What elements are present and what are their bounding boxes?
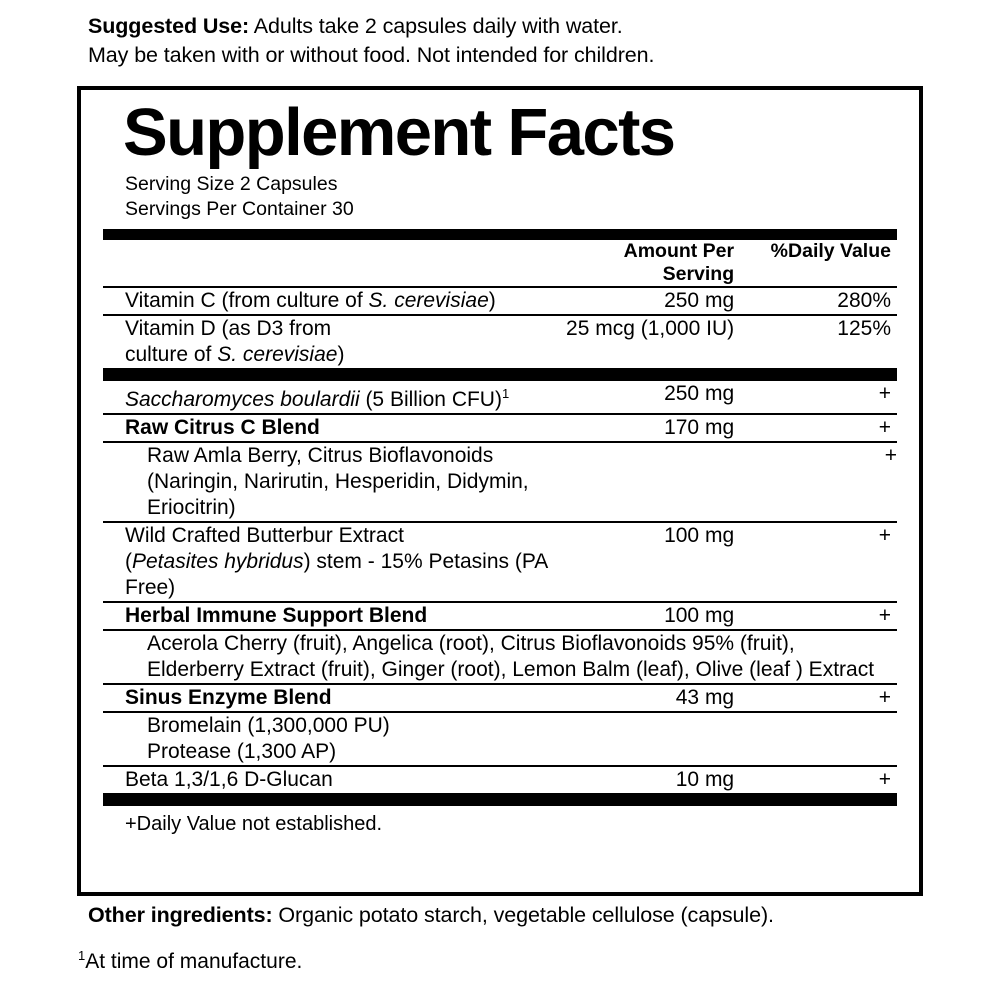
- table-row: [103, 713, 897, 765]
- nutrient-dv: +: [878, 382, 891, 405]
- panel-footnote: +Daily Value not established.: [125, 813, 383, 835]
- manufacture-note-text: At time of manufacture.: [85, 950, 303, 973]
- nutrient-amount: 25 mcg (1,000 IU): [566, 317, 735, 340]
- nutrient-amount: 250 mg: [664, 382, 735, 405]
- facts-table-2: [103, 381, 897, 793]
- table-row: [103, 523, 897, 601]
- nutrient-name-line2-post: ) stem - 15% Petasins (PA Free): [125, 550, 548, 599]
- header-daily-value: %Daily Value: [770, 240, 891, 262]
- supplement-facts-panel: [77, 86, 923, 896]
- nutrient-amount: [548, 443, 747, 521]
- table-row: [103, 443, 897, 521]
- sub-ingredient-line1: Bromelain (1,300,000 PU): [147, 714, 390, 737]
- suggested-use-line1: Adults take 2 capsules daily with water.: [249, 14, 623, 38]
- nutrient-dv: +: [878, 524, 891, 547]
- sub-ingredient-list: [103, 713, 897, 765]
- sub-ingredient-list: [103, 631, 897, 683]
- header-spacer: [103, 240, 548, 286]
- nutrient-dv: +: [878, 686, 891, 709]
- nutrient-dv: +: [884, 444, 897, 467]
- header-amount-per-serving: Amount Per Serving: [623, 240, 735, 285]
- sub-ingredient-list: [103, 443, 548, 521]
- suggested-use-block: [88, 12, 918, 70]
- nutrient-name-italic: Saccharomyces boulardii: [125, 388, 360, 411]
- table-row: [103, 685, 897, 711]
- manufacture-note: [78, 948, 302, 974]
- nutrient-name-line1: Wild Crafted Butterbur Extract: [125, 524, 404, 547]
- sub-ingredient-line2: Elderberry Extract (fruit), Ginger (root), Lemon Balm (leaf), Olive (leaf ) Extract: [147, 658, 875, 681]
- nutrient-name-post: ): [488, 289, 496, 312]
- nutrient-name: Sinus Enzyme Blend: [125, 686, 332, 709]
- nutrient-name-line2-pre: culture of: [125, 343, 218, 366]
- sub-ingredient-line2: Protease (1,300 AP): [147, 740, 337, 763]
- footnote-marker: 1: [501, 386, 510, 401]
- serving-size: Serving Size 2 Capsules: [125, 173, 338, 195]
- nutrient-amount: 170 mg: [664, 416, 735, 439]
- nutrient-amount: 250 mg: [664, 289, 735, 312]
- nutrient-amount: 100 mg: [664, 524, 735, 547]
- sub-ingredient-line1: Raw Amla Berry, Citrus Bioflavonoids: [147, 444, 494, 467]
- nutrient-name-line2-pre: (: [125, 550, 132, 573]
- suggested-use-lead: Suggested Use:: [88, 14, 250, 38]
- nutrient-dv: +: [878, 768, 891, 791]
- table-row: [103, 603, 897, 629]
- panel-title: Supplement Facts: [123, 95, 675, 170]
- table-row: [103, 316, 897, 368]
- table-row: [103, 288, 897, 314]
- footnote-marker: 1: [78, 948, 86, 963]
- nutrient-name: [103, 523, 548, 601]
- table-row: [103, 415, 897, 441]
- nutrient-name-line2-post: ): [337, 343, 345, 366]
- serving-info: [103, 172, 897, 221]
- nutrient-dv: +: [878, 416, 891, 439]
- table-header-row: [103, 240, 897, 286]
- nutrient-name: Herbal Immune Support Blend: [125, 604, 428, 627]
- nutrient-name-post: (5 Billion CFU): [359, 388, 502, 411]
- facts-table: [103, 240, 897, 368]
- nutrient-name-line1: Vitamin D (as D3 from: [125, 317, 332, 340]
- other-ingredients-text: Organic potato starch, vegetable cellulose (capsule).: [272, 903, 774, 927]
- sub-ingredient-line2: (Naringin, Narirutin, Hesperidin, Didymin, Eriocitrin): [147, 470, 529, 519]
- nutrient-name: Raw Citrus C Blend: [125, 416, 320, 439]
- nutrient-amount: 100 mg: [664, 604, 735, 627]
- suggested-use-line2: May be taken with or without food. Not intended for children.: [88, 43, 655, 67]
- table-row: [103, 631, 897, 683]
- nutrient-name: Beta 1,3/1,6 D-Glucan: [125, 768, 333, 791]
- servings-per-container: Servings Per Container 30: [125, 197, 354, 220]
- nutrient-name-italic: S. cerevisiae: [368, 289, 489, 312]
- table-row: [103, 381, 897, 413]
- nutrient-dv: 280%: [837, 289, 891, 312]
- other-ingredients-lead: Other ingredients:: [88, 903, 273, 927]
- rule-thick-mid: [103, 368, 897, 381]
- nutrient-name: [103, 381, 548, 413]
- rule-thick-top: [103, 229, 897, 240]
- rule-thick-bottom: [103, 793, 897, 806]
- nutrient-name: [103, 288, 548, 314]
- nutrient-dv: 125%: [837, 317, 891, 340]
- nutrient-name: [103, 316, 548, 368]
- nutrient-dv: +: [878, 604, 891, 627]
- sub-ingredient-line1: Acerola Cherry (fruit), Angelica (root), Citrus Bioflavonoids 95% (fruit),: [147, 632, 795, 655]
- nutrient-name-line2-italic: Petasites hybridus: [132, 550, 304, 573]
- nutrient-amount: 43 mg: [675, 686, 735, 709]
- other-ingredients-block: [88, 903, 774, 928]
- table-row: [103, 767, 897, 793]
- nutrient-name-line2-italic: S. cerevisiae: [217, 343, 338, 366]
- nutrient-amount: 10 mg: [675, 768, 735, 791]
- nutrient-name-pre: Vitamin C (from culture of: [125, 289, 369, 312]
